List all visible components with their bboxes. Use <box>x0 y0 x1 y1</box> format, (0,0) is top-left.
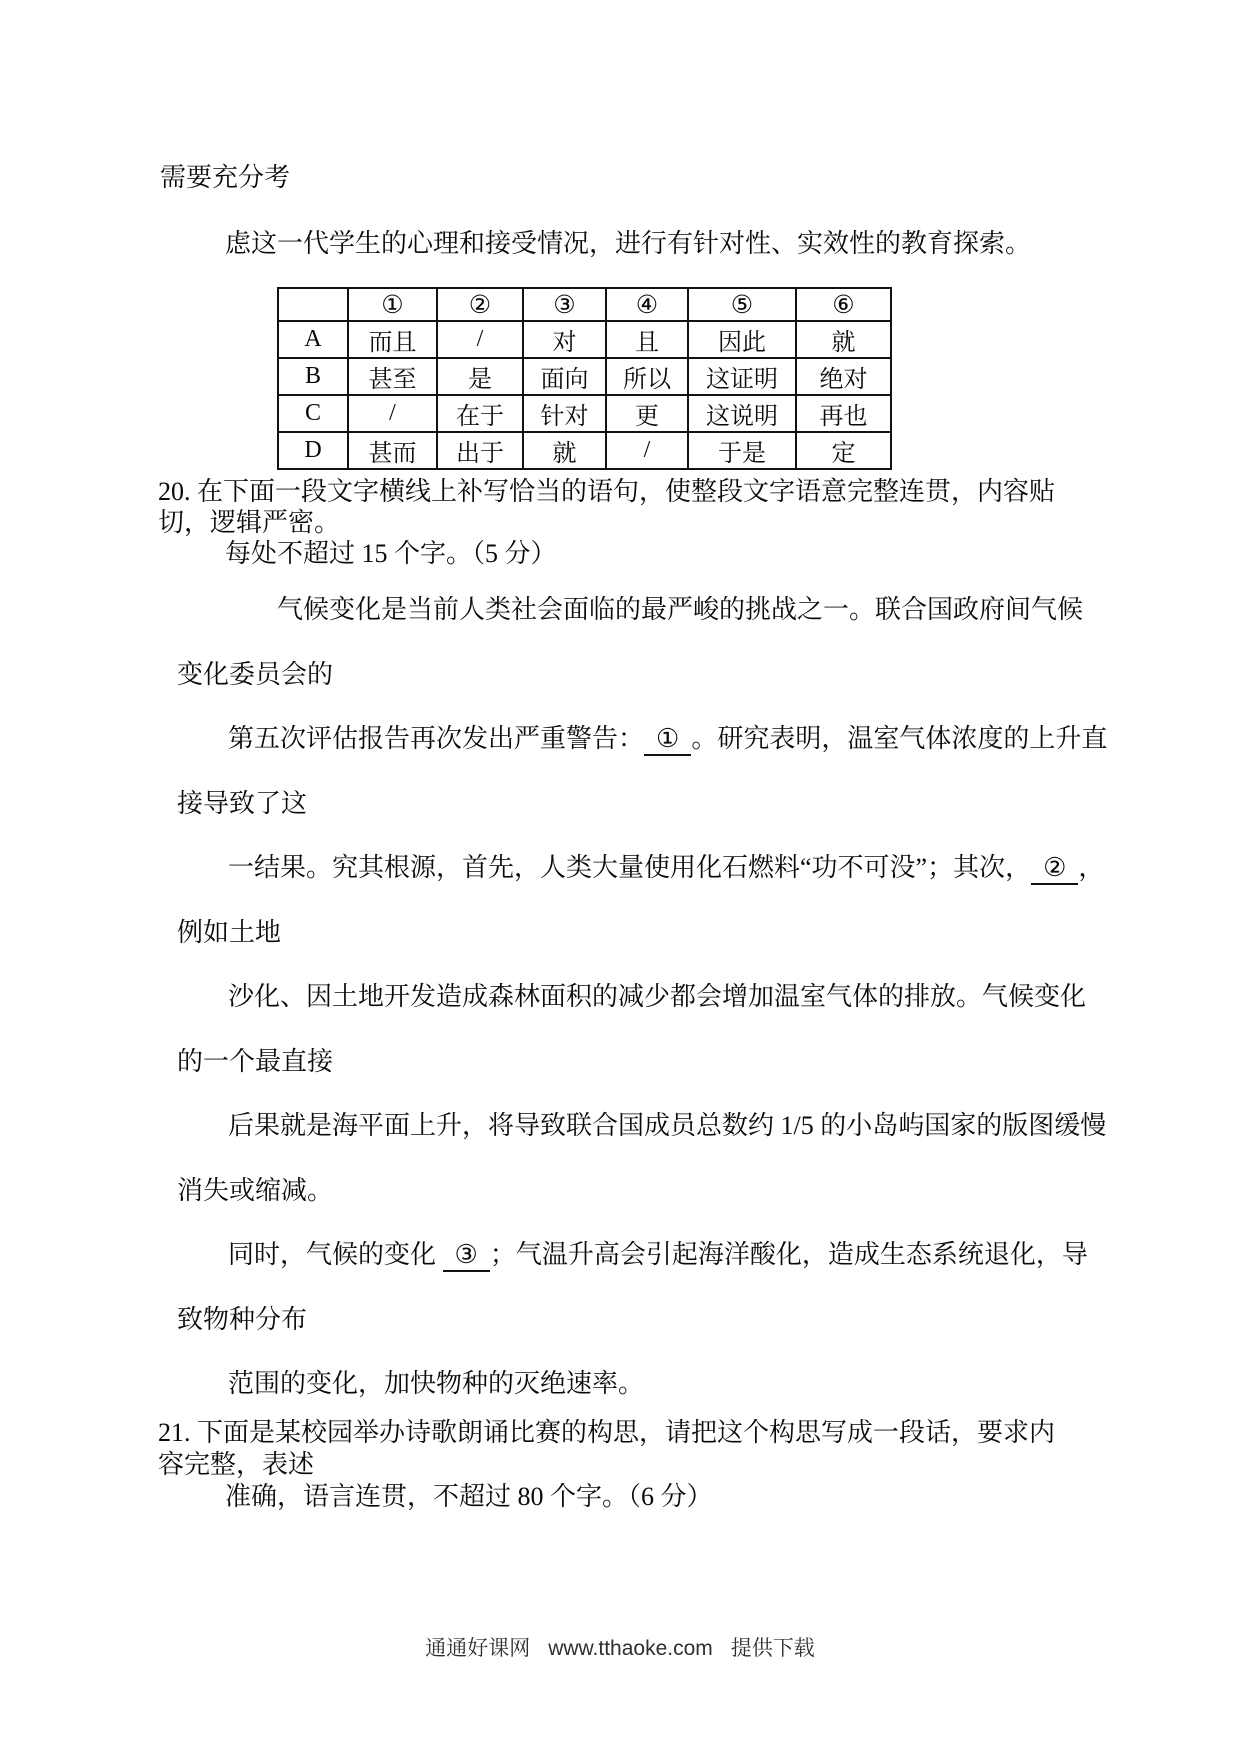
question-20 <box>158 476 1055 569</box>
row-label: C <box>278 395 348 432</box>
passage-line: 例如土地 <box>177 917 282 947</box>
table-cell: 这说明 <box>688 395 796 432</box>
table-header-cell: ④ <box>606 288 688 321</box>
options-table <box>277 287 892 470</box>
table-row <box>278 395 891 432</box>
fill-blank-1: ① <box>644 725 691 756</box>
table-cell: 更 <box>606 395 688 432</box>
passage-line <box>177 707 1107 772</box>
passage-line <box>177 1223 1107 1288</box>
table-cell: / <box>437 321 523 358</box>
footer-download-label: 提供下载 <box>730 1637 815 1660</box>
climate-passage <box>177 578 1107 1417</box>
passage-line: 的一个最直接 <box>177 1046 334 1076</box>
question-21 <box>158 1417 1055 1513</box>
table-header-row <box>278 288 891 321</box>
passage-text: 。研究表明，温室气体浓度的上升直 <box>691 724 1108 753</box>
carryover-text: 需要充分考 <box>160 163 291 192</box>
table-cell: 就 <box>796 321 891 358</box>
passage-text: 一结果。究其根源，首先，人类大量使用化石燃料“功不可没”；其次， <box>228 853 1032 882</box>
table-cell: 所以 <box>606 358 688 395</box>
table-cell: 就 <box>523 432 606 469</box>
intro-sentence: 虑这一代学生的心理和接受情况，进行有针对性、实效性的教育探索。 <box>225 229 1032 258</box>
row-label: D <box>278 432 348 469</box>
question-21-line: 容完整，表述 <box>158 1450 315 1479</box>
table-cell: 而且 <box>348 321 437 358</box>
table-header-cell: ⑥ <box>796 288 891 321</box>
passage-line: 范围的变化，加快物种的灭绝速率。 <box>228 1369 645 1398</box>
table-row <box>278 358 891 395</box>
table-cell: 是 <box>437 358 523 395</box>
fill-blank-3: ③ <box>443 1241 490 1272</box>
passage-text: 同时，气候的变化 <box>228 1240 443 1269</box>
table-cell: 出于 <box>437 432 523 469</box>
passage-text: ；气温升高会引起海洋酸化，造成生态系统退化，导 <box>489 1240 1088 1269</box>
row-label: A <box>278 321 348 358</box>
table-cell: 针对 <box>523 395 606 432</box>
table-cell: 因此 <box>688 321 796 358</box>
table-cell: 且 <box>606 321 688 358</box>
fill-blank-2: ② <box>1031 854 1078 885</box>
table-cell: 甚至 <box>348 358 437 395</box>
passage-line: 变化委员会的 <box>177 659 334 689</box>
table-cell: 定 <box>796 432 891 469</box>
passage-line: 消失或缩减。 <box>177 1175 334 1205</box>
table-header-cell: ② <box>437 288 523 321</box>
table-header-cell: ③ <box>523 288 606 321</box>
table-row <box>278 432 891 469</box>
question-20-line: 每处不超过 15 个字。（5 分） <box>225 539 557 568</box>
row-label: B <box>278 358 348 395</box>
table-cell: 甚而 <box>348 432 437 469</box>
footer-site-name: 通通好课网 <box>425 1637 531 1660</box>
passage-line: 沙化、因土地开发造成森林面积的减少都会增加温室气体的排放。气候变化 <box>228 982 1087 1011</box>
question-21-line: 准确，语言连贯，不超过 80 个字。（6 分） <box>225 1482 713 1511</box>
passage-text: ， <box>1078 853 1105 882</box>
table-cell: 这证明 <box>688 358 796 395</box>
table-cell: 于是 <box>688 432 796 469</box>
passage-line <box>177 836 1107 901</box>
footer-url: www.tthaoke.com <box>548 1637 713 1660</box>
question-21-line: 21. 下面是某校园举办诗歌朗诵比赛的构思，请把这个构思写成一段话，要求内 <box>158 1418 1056 1447</box>
passage-line: 致物种分布 <box>177 1304 308 1334</box>
passage-line: 后果就是海平面上升，将导致联合国成员总数约 1/5 的小岛屿国家的版图缓慢 <box>228 1111 1107 1140</box>
passage-text: 第五次评估报告再次发出严重警告： <box>228 724 645 753</box>
question-20-line: 切，逻辑严密。 <box>158 508 341 537</box>
table-row <box>278 321 891 358</box>
table-cell: / <box>606 432 688 469</box>
table-header-cell: ① <box>348 288 437 321</box>
question-20-line: 20. 在下面一段文字横线上补写恰当的语句，使整段文字语意完整连贯，内容贴 <box>158 477 1056 506</box>
table-cell: 再也 <box>796 395 891 432</box>
table-cell: 在于 <box>437 395 523 432</box>
passage-line: 接导致了这 <box>177 788 308 818</box>
table-cell: 绝对 <box>796 358 891 395</box>
passage-line: 气候变化是当前人类社会面临的最严峻的挑战之一。联合国政府间气候 <box>277 595 1084 624</box>
table-header-cell <box>278 288 348 321</box>
page-footer <box>0 1632 1240 1662</box>
table-cell: / <box>348 395 437 432</box>
table-header-cell: ⑤ <box>688 288 796 321</box>
table-cell: 对 <box>523 321 606 358</box>
table-cell: 面向 <box>523 358 606 395</box>
